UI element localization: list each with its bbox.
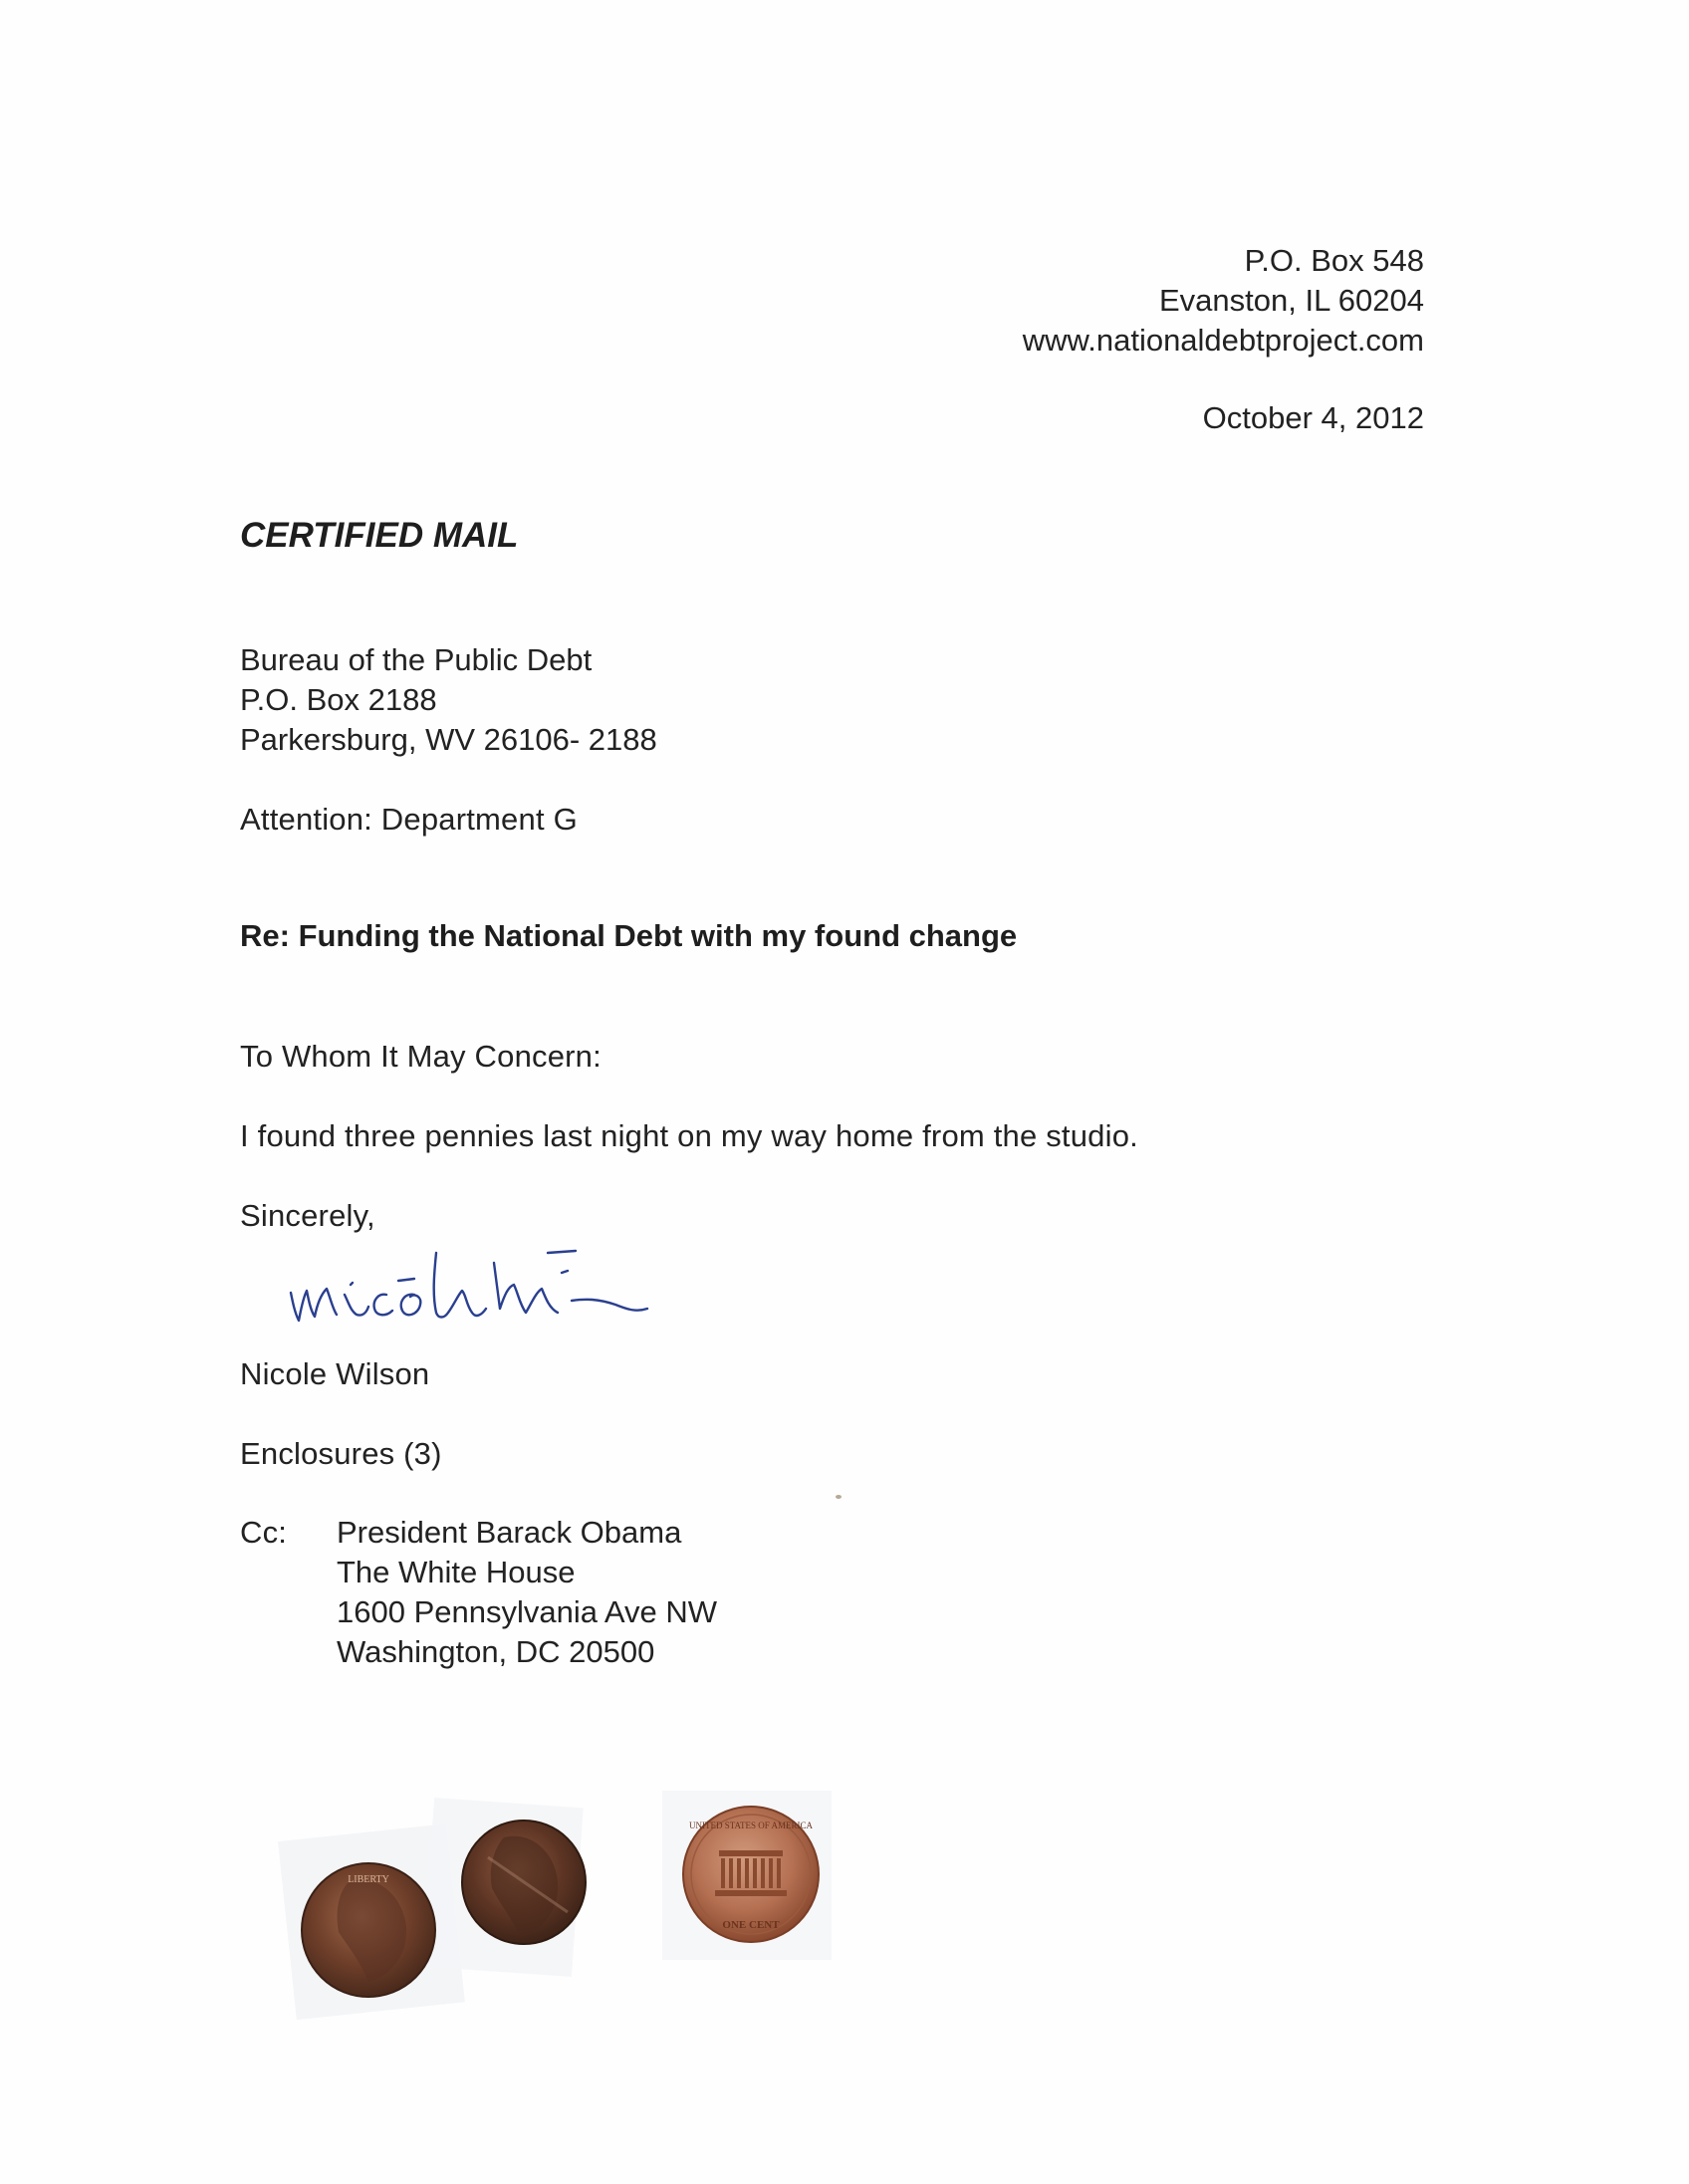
penny-2 — [462, 1820, 586, 1944]
certified-mail-heading: CERTIFIED MAIL — [240, 516, 519, 555]
signer-name: Nicole Wilson — [240, 1356, 430, 1391]
letter-date: October 4, 2012 — [1202, 400, 1424, 435]
penny-3 — [683, 1807, 819, 1942]
cc-address — [337, 1513, 717, 1672]
taped-pennies — [269, 1763, 966, 2022]
subject-line: Re: Funding the National Debt with my found change — [240, 918, 1018, 953]
cc-label: Cc: — [240, 1515, 288, 1550]
sender-city: Evanston, IL 60204 — [1159, 283, 1424, 318]
penny-1 — [302, 1863, 435, 1997]
salutation: To Whom It May Concern: — [240, 1039, 602, 1074]
sender-address — [1023, 241, 1424, 361]
recipient-address — [240, 640, 657, 760]
letter-body: I found three pennies last night on my way home from the studio. — [240, 1118, 1138, 1153]
cc-name: President Barack Obama — [337, 1515, 682, 1550]
handwritten-signature — [287, 1233, 685, 1342]
cc-city: Washington, DC 20500 — [337, 1634, 655, 1669]
penny-3-top-inscription: UNITED STATES OF AMERICA — [688, 1820, 814, 1830]
recipient-city: Parkersburg, WV 26106- 2188 — [240, 722, 657, 757]
sender-po-box: P.O. Box 548 — [1244, 243, 1424, 278]
sender-website: www.nationaldebtproject.com — [1022, 323, 1424, 358]
enclosures-note: Enclosures (3) — [240, 1436, 442, 1471]
closing: Sincerely, — [240, 1198, 375, 1233]
paper-speck — [835, 1494, 843, 1500]
recipient-po-box: P.O. Box 2188 — [240, 682, 437, 717]
cc-street: 1600 Pennsylvania Ave NW — [337, 1594, 717, 1629]
attention-line: Attention: Department G — [240, 802, 578, 837]
penny-3-bottom-inscription: ONE CENT — [722, 1919, 780, 1931]
penny-1-inscription: LIBERTY — [348, 1874, 389, 1885]
recipient-name: Bureau of the Public Debt — [240, 642, 593, 677]
cc-building: The White House — [337, 1555, 576, 1589]
